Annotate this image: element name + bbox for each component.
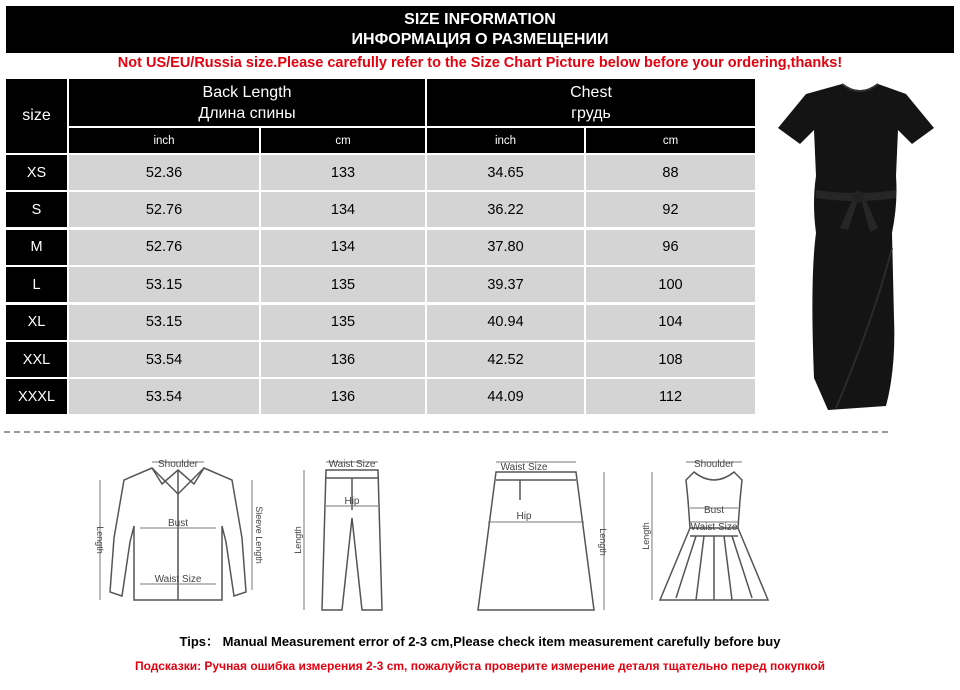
shoulder-label: Shoulder <box>693 459 735 470</box>
tips-ru: Подсказки: Ручная ошибка измерения 2-3 cm, пожалуйста проверите измерение деталя тщательно перед покупкой <box>134 659 826 673</box>
pants-diagram-icon <box>290 450 390 615</box>
size-column-header: size <box>6 79 67 153</box>
back-length-cm-cell: 133 <box>261 155 425 190</box>
unit-header: cm <box>261 128 425 153</box>
waist-label: Waist Size <box>500 462 548 473</box>
chest-cm-cell: 112 <box>586 379 755 414</box>
title-en: SIZE INFORMATION <box>404 11 556 28</box>
chest-inch-cell: 40.94 <box>427 305 584 340</box>
unit-header: inch <box>427 128 584 153</box>
chest-inch-cell: 39.37 <box>427 267 584 302</box>
size-cell: XL <box>6 305 67 340</box>
back-length-inch-cell: 53.54 <box>69 342 259 377</box>
back-length-cm-cell: 134 <box>261 192 425 227</box>
skirt-diagram-icon <box>470 450 620 615</box>
hip-label: Hip <box>516 511 532 522</box>
bust-label: Bust <box>167 518 189 529</box>
size-cell: XS <box>6 155 67 190</box>
back-length-cm-cell: 134 <box>261 230 425 265</box>
length-label: Length <box>641 522 651 550</box>
unit-header: inch <box>69 128 259 153</box>
title-ru: ИНФОРМАЦИЯ О РАЗМЕЩЕНИИ <box>351 31 609 48</box>
title-banner <box>6 6 954 53</box>
back-length-inch-cell: 52.76 <box>69 230 259 265</box>
back-length-cm-cell: 136 <box>261 342 425 377</box>
chest-ru: грудь <box>571 104 611 122</box>
back-length-en: Back Length <box>202 83 292 101</box>
length-label: Length <box>95 526 105 554</box>
section-divider <box>4 431 888 433</box>
dress-diagram-icon <box>640 450 780 615</box>
bust-label: Bust <box>703 505 725 516</box>
back-length-inch-cell: 53.15 <box>69 267 259 302</box>
unit-header: cm <box>586 128 755 153</box>
hip-label: Hip <box>344 496 360 507</box>
waist-label: Waist Size <box>154 574 202 585</box>
back-length-ru: Длина спины <box>198 104 296 122</box>
waist-label: Waist Size <box>328 459 376 470</box>
chest-cm-cell: 96 <box>586 230 755 265</box>
back-length-header <box>69 79 425 126</box>
chest-inch-cell: 36.22 <box>427 192 584 227</box>
chest-inch-cell: 34.65 <box>427 155 584 190</box>
chest-cm-cell: 100 <box>586 267 755 302</box>
chest-inch-cell: 37.80 <box>427 230 584 265</box>
shoulder-label: Shoulder <box>157 459 199 470</box>
back-length-cm-cell: 135 <box>261 267 425 302</box>
chest-cm-cell: 92 <box>586 192 755 227</box>
back-length-inch-cell: 52.76 <box>69 192 259 227</box>
size-cell: L <box>6 267 67 302</box>
tips-en: Tips： Manual Measurement error of 2-3 cm,Please check item measurement carefully before buy <box>179 634 781 649</box>
chest-header <box>427 79 755 126</box>
size-notice: Not US/EU/Russia size.Please carefully refer to the Size Chart Picture below before your ordering,thanks! <box>117 55 843 71</box>
size-cell: M <box>6 230 67 265</box>
back-length-inch-cell: 53.15 <box>69 305 259 340</box>
length-label: Length <box>598 528 608 556</box>
size-cell: S <box>6 192 67 227</box>
shirt-diagram-icon <box>86 450 268 610</box>
sleeve-length-label: Sleeve Length <box>254 506 264 564</box>
chest-inch-cell: 42.52 <box>427 342 584 377</box>
length-label: Length <box>293 526 303 554</box>
dress-photo-icon <box>770 78 950 418</box>
back-length-cm-cell: 136 <box>261 379 425 414</box>
waist-label: Waist Size <box>690 522 738 533</box>
size-cell: XXXL <box>6 379 67 414</box>
chest-cm-cell: 88 <box>586 155 755 190</box>
chest-cm-cell: 104 <box>586 305 755 340</box>
back-length-inch-cell: 53.54 <box>69 379 259 414</box>
chest-inch-cell: 44.09 <box>427 379 584 414</box>
chest-cm-cell: 108 <box>586 342 755 377</box>
chest-en: Chest <box>570 83 612 101</box>
back-length-cm-cell: 135 <box>261 305 425 340</box>
back-length-inch-cell: 52.36 <box>69 155 259 190</box>
size-cell: XXL <box>6 342 67 377</box>
